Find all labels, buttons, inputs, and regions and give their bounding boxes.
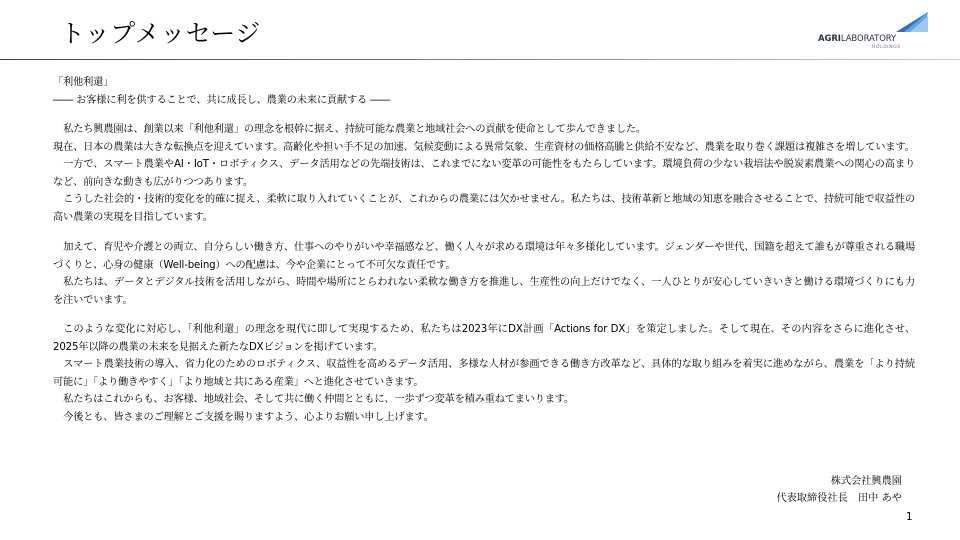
paragraph: 一方で、スマート農業やAI・IoT・ロボティクス、データ活用などの先端技術は、これまでにない変革の可能性をもたらしています。環境負荷の少ない栽培法や脱炭素農業への関心の高まりなど、前向きな動きも広がりつつあります。	[53, 159, 915, 188]
paragraph: このような変化に対応し、「利他利還」の理念を現代に即して実現するため、私たちは2023年にDX計画「Actions for DX」を策定しました。そして現在、その内容をさらに進化させ、2025年以降の農業の未来を見据えた新たなDXビジョンを掲げています。	[53, 324, 915, 353]
title-divider	[0, 59, 960, 60]
paragraph: 加えて、育児や介護との両立、自分らしい働き方、仕事へのやりがいや幸福感など、働く人々が求める環境は年々多様化しています。ジェンダーや世代、国籍を超えて誰もが尊重される職場づくりと、心身の健康（Well-being）への配慮は、今や企業にとって不可欠な責任です。	[53, 242, 915, 271]
paragraph: こうした社会的・技術的変化を的確に捉え、柔軟に取り入れていくことが、これからの農業には欠かせません。私たちは、技術革新と地域の知恵を融合させることで、持続可能で収益性の高い農業の実現を目指しています。	[53, 194, 915, 223]
logo-text-light: LABORATORY	[840, 34, 897, 44]
paragraph: 私たち興農園は、創業以来「利他利還」の理念を根幹に据え、持続可能な農業と地域社会への貢献を使命として歩んできました。	[63, 124, 646, 135]
company-name: 株式会社興農園	[830, 476, 902, 487]
signature-block	[777, 473, 903, 507]
message-body	[53, 74, 915, 426]
paragraph: スマート農業技術の導入、省力化のためのロボティクス、収益性を高めるデータ活用、多様な人材が参画できる働き方改革など、具体的な取り組みを着実に進めながら、農業を「より持続可能に」「より働きやすく」「より地域と共にある産業」へと進化させていきます。	[53, 359, 915, 388]
logo-text	[818, 34, 896, 44]
logo-text-bold: AGRI	[818, 34, 841, 44]
paragraph: 私たちは、データとデジタル技術を活用しながら、時間や場所にとらわれない柔軟な働き方を推進し、生産性の向上だけでなく、一人ひとりが安心していきいきと働ける環境づくりにも力を注いでいます。	[53, 277, 915, 306]
company-logo	[818, 10, 930, 54]
page-title: トップメッセージ	[60, 19, 261, 48]
motto-heading: 「利他利還」	[53, 77, 114, 88]
logo-mark-icon	[818, 10, 930, 36]
paragraph: 今後とも、皆さまのご理解とご支援を賜りますよう、心よりお願い申し上げます。	[63, 411, 434, 423]
motto-tagline: ―― お客様に利を供することで、共に成長し、農業の未来に貢献する ――	[53, 94, 391, 106]
paragraph: 私たちはこれからも、お客様、地域社会、そして共に働く仲間とともに、一歩ずつ変革を積み重ねてまいります。	[63, 394, 575, 405]
paragraph: 現在、日本の農業は大きな転換点を迎えています。高齢化や担い手不足の加速、気候変動による異常気象、生産資材の価格高騰と供給不安など、農業を取り巻く課題は複雑さを増しています。	[53, 141, 915, 153]
page-number: 1	[906, 512, 913, 523]
ceo-name: 代表取締役社長 田中 あや	[776, 493, 902, 504]
logo-subtext: HOLDINGS	[872, 45, 901, 50]
